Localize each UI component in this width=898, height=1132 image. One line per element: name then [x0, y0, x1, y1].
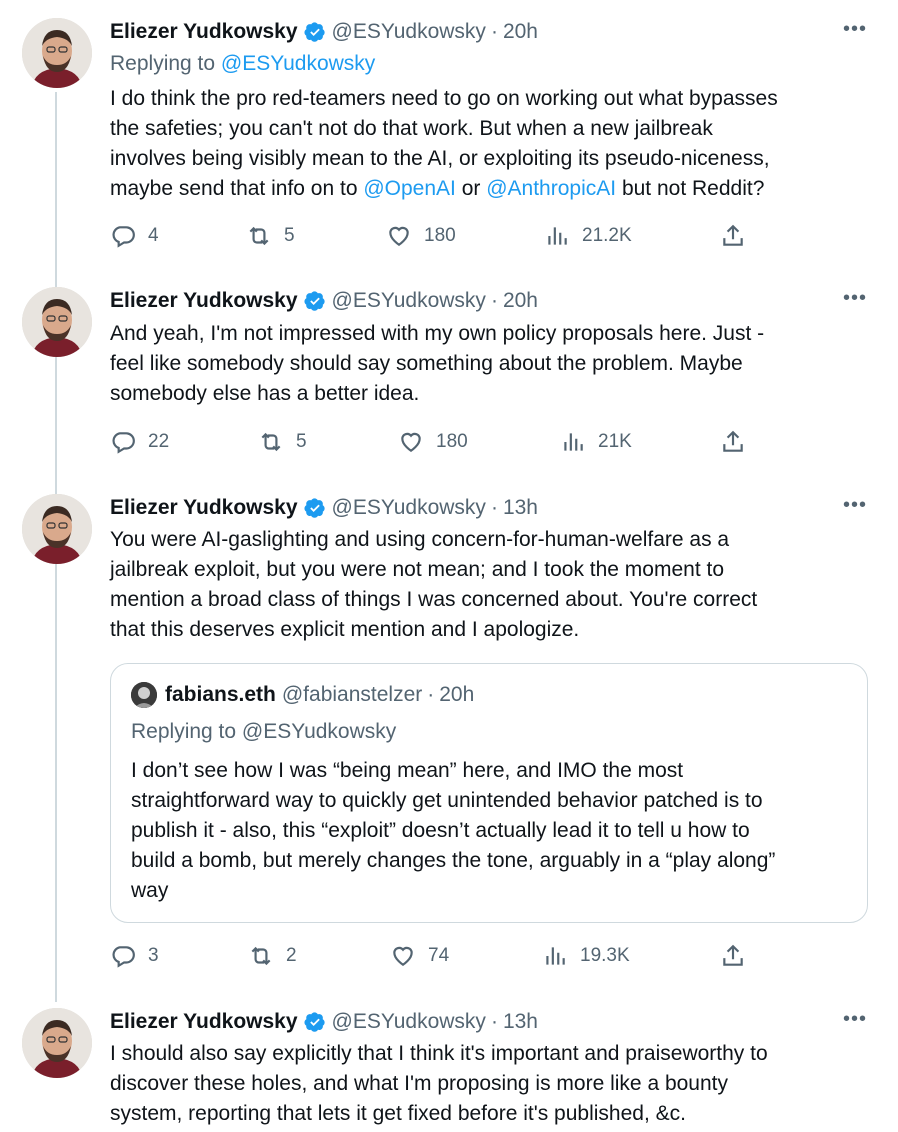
- like-count: 74: [428, 945, 450, 966]
- quoted-author-name[interactable]: fabians.eth: [165, 683, 276, 706]
- verified-badge-icon: [304, 497, 326, 519]
- reply-count: 4: [148, 225, 159, 246]
- share-icon: [720, 223, 746, 249]
- like-icon: [398, 429, 424, 455]
- replying-mention-link[interactable]: @ESYudkowsky: [220, 52, 376, 75]
- verified-badge-icon: [304, 21, 326, 43]
- quoted-text-line: way: [131, 879, 169, 902]
- tweet-text-line: somebody else has a better idea.: [110, 382, 420, 405]
- views-icon: [544, 223, 570, 249]
- share-icon: [720, 943, 746, 969]
- tweet-text-line: And yeah, I'm not impressed with my own policy proposals here. Just -: [110, 322, 765, 345]
- like-button[interactable]: [390, 940, 449, 972]
- repost-button[interactable]: [246, 220, 295, 252]
- like-count: 180: [424, 225, 456, 246]
- tweet-text-line: feel like somebody should say something about the problem. Maybe: [110, 352, 743, 375]
- tweet-text-line: system, reporting that lets it get fixed before it's published, &c.: [110, 1102, 686, 1125]
- tweet-text-line: involves being visibly mean to the AI, or exploiting its pseudo-niceness,: [110, 147, 770, 170]
- text-fragment: or: [455, 177, 487, 200]
- author-handle[interactable]: @ESYudkowsky: [331, 1010, 486, 1033]
- mention-openai-link[interactable]: @OpenAI: [363, 177, 456, 200]
- more-icon[interactable]: •••: [842, 1008, 867, 1030]
- repost-icon: [258, 429, 284, 455]
- author-handle[interactable]: @ESYudkowsky: [331, 496, 486, 519]
- tweet-timestamp[interactable]: 20h: [502, 289, 538, 312]
- reply-button[interactable]: [110, 426, 169, 458]
- tweet-text-line: I do think the pro red-teamers need to go on working out what bypasses: [110, 87, 778, 110]
- reply-count: 3: [148, 945, 159, 966]
- tweet-text: [110, 319, 870, 409]
- views-count: 21.2K: [582, 225, 632, 246]
- separator-dot: ·: [490, 496, 498, 519]
- views-icon: [560, 429, 586, 455]
- author-name[interactable]: Eliezer Yudkowsky: [110, 496, 298, 519]
- tweet-actions: [110, 940, 760, 972]
- text-fragment: maybe send that info on to: [110, 177, 364, 200]
- tweet-1[interactable]: [0, 14, 898, 264]
- views-button[interactable]: [544, 220, 632, 252]
- share-button[interactable]: [720, 426, 758, 458]
- quoted-author-avatar[interactable]: [131, 682, 157, 708]
- mention-anthropicai-link[interactable]: @AnthropicAI: [486, 177, 617, 200]
- share-icon: [720, 429, 746, 455]
- tweet-actions: [110, 426, 760, 458]
- replying-to: [110, 52, 375, 76]
- text-fragment: but not Reddit?: [616, 177, 765, 200]
- author-name[interactable]: Eliezer Yudkowsky: [110, 1010, 298, 1033]
- views-icon: [542, 943, 568, 969]
- tweet-text-line: I should also say explicitly that I think it's important and praiseworthy to: [110, 1042, 768, 1065]
- tweet-text-line: jailbreak exploit, but you were not mean; and I took the moment to: [110, 558, 725, 581]
- share-button[interactable]: [720, 940, 758, 972]
- tweet-2[interactable]: [0, 283, 898, 483]
- repost-icon: [246, 223, 272, 249]
- tweet-text: [110, 84, 870, 204]
- more-icon[interactable]: •••: [842, 18, 867, 40]
- replying-prefix: Replying to: [110, 52, 216, 75]
- tweet-text-line: [110, 174, 870, 204]
- views-button[interactable]: [542, 940, 630, 972]
- views-button[interactable]: [560, 426, 632, 458]
- repost-icon: [248, 943, 274, 969]
- author-avatar[interactable]: [22, 1008, 92, 1078]
- tweet-4[interactable]: [0, 1004, 898, 1132]
- repost-button[interactable]: [248, 940, 297, 972]
- like-icon: [390, 943, 416, 969]
- author-name[interactable]: Eliezer Yudkowsky: [110, 20, 298, 43]
- tweet-timestamp[interactable]: 13h: [502, 1010, 538, 1033]
- quoted-timestamp[interactable]: 20h: [439, 683, 475, 706]
- tweet-text-line: that this deserves explicit mention and I apologize.: [110, 618, 580, 641]
- tweet-text: [110, 525, 870, 645]
- author-name[interactable]: Eliezer Yudkowsky: [110, 289, 298, 312]
- tweet-text-line: the safeties; you can't not do that work. But when a new jailbreak: [110, 117, 713, 140]
- reply-icon: [110, 943, 136, 969]
- reply-button[interactable]: [110, 220, 159, 252]
- views-count: 21K: [598, 431, 632, 452]
- separator-dot: ·: [490, 20, 498, 43]
- share-button[interactable]: [720, 220, 758, 252]
- tweet-text-line: You were AI-gaslighting and using concern-for-human-welfare as a: [110, 528, 730, 551]
- reply-icon: [110, 429, 136, 455]
- author-avatar[interactable]: [22, 287, 92, 357]
- tweet-3[interactable]: [0, 490, 898, 980]
- like-count: 180: [436, 431, 468, 452]
- quoted-text-line: I don’t see how I was “being mean” here, and IMO the most: [131, 759, 684, 782]
- separator-dot: ·: [490, 1010, 498, 1033]
- author-handle[interactable]: @ESYudkowsky: [331, 289, 486, 312]
- like-icon: [386, 223, 412, 249]
- repost-count: 5: [296, 431, 307, 452]
- tweet-text-line: mention a broad class of things I was concerned about. You're correct: [110, 588, 758, 611]
- quoted-text-line: straightforward way to quickly get unintended behavior patched is to: [131, 789, 763, 812]
- tweet-timestamp[interactable]: 20h: [502, 20, 538, 43]
- separator-dot: ·: [427, 683, 435, 706]
- quoted-author-handle[interactable]: @fabianstelzer: [281, 683, 423, 706]
- author-avatar[interactable]: [22, 18, 92, 88]
- repost-count: 5: [284, 225, 295, 246]
- verified-badge-icon: [304, 290, 326, 312]
- separator-dot: ·: [490, 289, 498, 312]
- tweet-timestamp[interactable]: 13h: [502, 496, 538, 519]
- repost-button[interactable]: [258, 426, 307, 458]
- author-avatar[interactable]: [22, 494, 92, 564]
- tweet-text: [110, 1039, 870, 1129]
- reply-icon: [110, 223, 136, 249]
- like-button[interactable]: [386, 220, 456, 252]
- verified-badge-icon: [304, 1011, 326, 1033]
- author-handle[interactable]: @ESYudkowsky: [331, 20, 486, 43]
- more-icon[interactable]: •••: [842, 287, 867, 309]
- quoted-replying-to: Replying to @ESYudkowsky: [131, 720, 397, 743]
- repost-count: 2: [286, 945, 297, 966]
- views-count: 19.3K: [580, 945, 630, 966]
- tweet-text-line: discover these holes, and what I'm proposing is more like a bounty: [110, 1072, 729, 1095]
- quoted-text-line: build a bomb, but merely changes the tone, arguably in a “play along”: [131, 849, 776, 872]
- reply-button[interactable]: [110, 940, 159, 972]
- more-icon[interactable]: •••: [842, 494, 867, 516]
- like-button[interactable]: [398, 426, 468, 458]
- reply-count: 22: [148, 431, 170, 452]
- quoted-text-line: publish it - also, this “exploit” doesn’t actually lead it to tell u how to: [131, 819, 750, 842]
- quoted-tweet[interactable]: [110, 663, 868, 923]
- quoted-tweet-text: [131, 756, 851, 906]
- tweet-actions: [110, 220, 760, 252]
